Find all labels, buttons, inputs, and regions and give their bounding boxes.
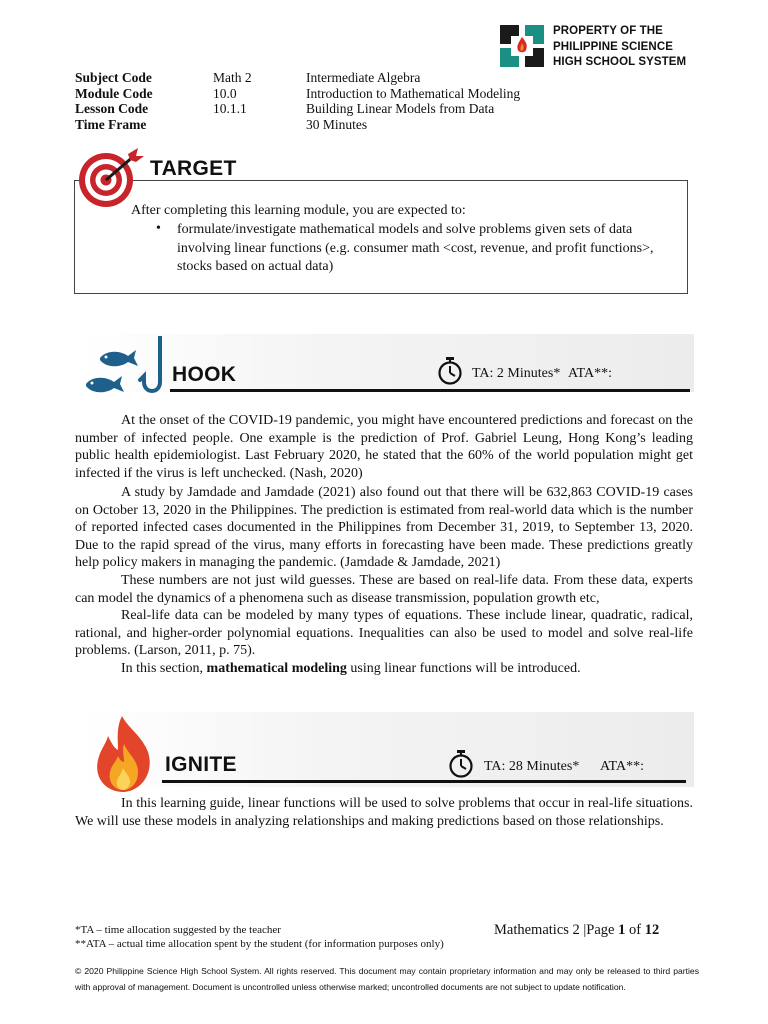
target-intro: After completing this learning module, you are expected to: <box>131 203 466 218</box>
hook-actual-time-allocation: ATA**: <box>568 366 612 381</box>
fish-hook-icon <box>84 336 170 398</box>
code-description: Building Linear Models from Data <box>306 101 495 116</box>
fire-icon <box>92 714 156 794</box>
ignite-divider <box>162 780 686 783</box>
copyright-notice: © 2020 Philippine Science High School System. All rights reserved. This document may contain proprietary information and may only be released to third parties with approval of management. Document is uncontrolled unless otherwise marked; uncontrolled documents are not subject to update notification. <box>75 966 699 992</box>
page-number <box>494 922 659 939</box>
learning-objective: formulate/investigate mathematical models and solve problems given sets of data involving linear functions (e.g. consumer math <cost, revenue, and profit functions>, stocks based on actual data) <box>177 222 654 274</box>
ignite-paragraph: In this learning guide, linear functions will be used to solve problems that occur in real-life situations. We will use these models in analyzing relationships and making predictions based on those relationships. <box>75 796 693 829</box>
ignite-title: IGNITE <box>165 753 237 776</box>
code-label: Subject Code <box>75 70 152 85</box>
code-value: 10.0 <box>213 85 237 101</box>
code-label: Lesson Code <box>75 101 149 116</box>
code-description: 30 Minutes <box>306 116 368 132</box>
hook-paragraph: Real-life data can be modeled by many types of equations. These include linear, quadratic, radical, rational, and higher-order polynomial equations. Inequalities can also be used to model and solve real-life problems. (Larson, 2011, p. 75). <box>75 608 693 658</box>
code-value: 10.1.1 <box>213 101 247 116</box>
bullet-icon: • <box>156 221 161 236</box>
property-line: HIGH SCHOOL SYSTEM <box>553 56 687 68</box>
hook-text: In this section, <box>121 661 207 676</box>
lesson-codes-table <box>75 70 520 132</box>
stopwatch-icon <box>437 357 463 385</box>
code-row <box>75 117 520 133</box>
hook-paragraph <box>75 660 693 678</box>
hook-title: HOOK <box>172 363 237 386</box>
hook-paragraph: A study by Jamdade and Jamdade (2021) also found out that there will be 632,863 COVID-19 cases on October 13, 2020 in the Philippines. The prediction is estimated from real-world data which is the number of reported infected cases documented in the Philippines from December 31, 2019, to September 13, 2020. Due to the rapid spread of the virus, many efforts in forecasting have been made. These predictions greatly help policy makers in managing the pandemic. (Jamdade & Jamdade, 2021) <box>75 485 693 570</box>
footnote-ta: *TA – time allocation suggested by the teacher <box>75 924 281 936</box>
hook-paragraph: At the onset of the COVID-19 pandemic, you might have encountered predictions and forecast on the number of infected people. One example is the prediction of Prof. Gabriel Leung, Hong Kong’s leading public health epidemiologist. Last February 2020, he stated that the 60% of the world population might get infected if the virus is left unchecked. (Nash, 2020) <box>75 413 693 481</box>
code-row <box>75 101 520 117</box>
footnotes <box>75 923 444 951</box>
property-line: PHILIPPINE SCIENCE <box>553 40 674 53</box>
hook-time-allocation: TA: 2 Minutes* <box>472 366 561 381</box>
hook-paragraph: These numbers are not just wild guesses. These are based on real-life data. From these data, experts can model the dynamics of a phenomena such as disease transmission, population growth etc, <box>75 573 693 606</box>
code-row <box>75 70 520 86</box>
code-label: Module Code <box>75 85 153 101</box>
footnote-ata: **ATA – actual time allocation spent by the student (for information purposes only) <box>75 938 444 950</box>
hook-divider <box>170 389 690 392</box>
code-description: Intermediate Algebra <box>306 70 421 85</box>
page-of: of <box>625 922 645 938</box>
ignite-time-allocation: TA: 28 Minutes* <box>484 759 580 774</box>
target-title: TARGET <box>150 157 237 180</box>
code-row <box>75 86 520 102</box>
hook-emphasis: mathematical modeling <box>206 661 347 676</box>
code-value: Math 2 <box>213 70 252 85</box>
property-line: PROPERTY OF THE <box>553 25 663 37</box>
property-label <box>553 24 753 71</box>
pshs-logo-icon <box>497 22 547 70</box>
page-prefix: Mathematics 2 |Page <box>494 922 619 938</box>
code-label: Time Frame <box>75 116 147 132</box>
ignite-actual-time-allocation: ATA**: <box>600 759 644 774</box>
hook-text: using linear functions will be introduced. <box>346 661 581 676</box>
target-bullseye-icon <box>72 148 146 208</box>
page-total: 12 <box>644 922 660 938</box>
code-description: Introduction to Mathematical Modeling <box>306 85 521 101</box>
code-value <box>213 117 306 133</box>
stopwatch-icon <box>448 750 474 778</box>
page-current: 1 <box>618 922 626 938</box>
